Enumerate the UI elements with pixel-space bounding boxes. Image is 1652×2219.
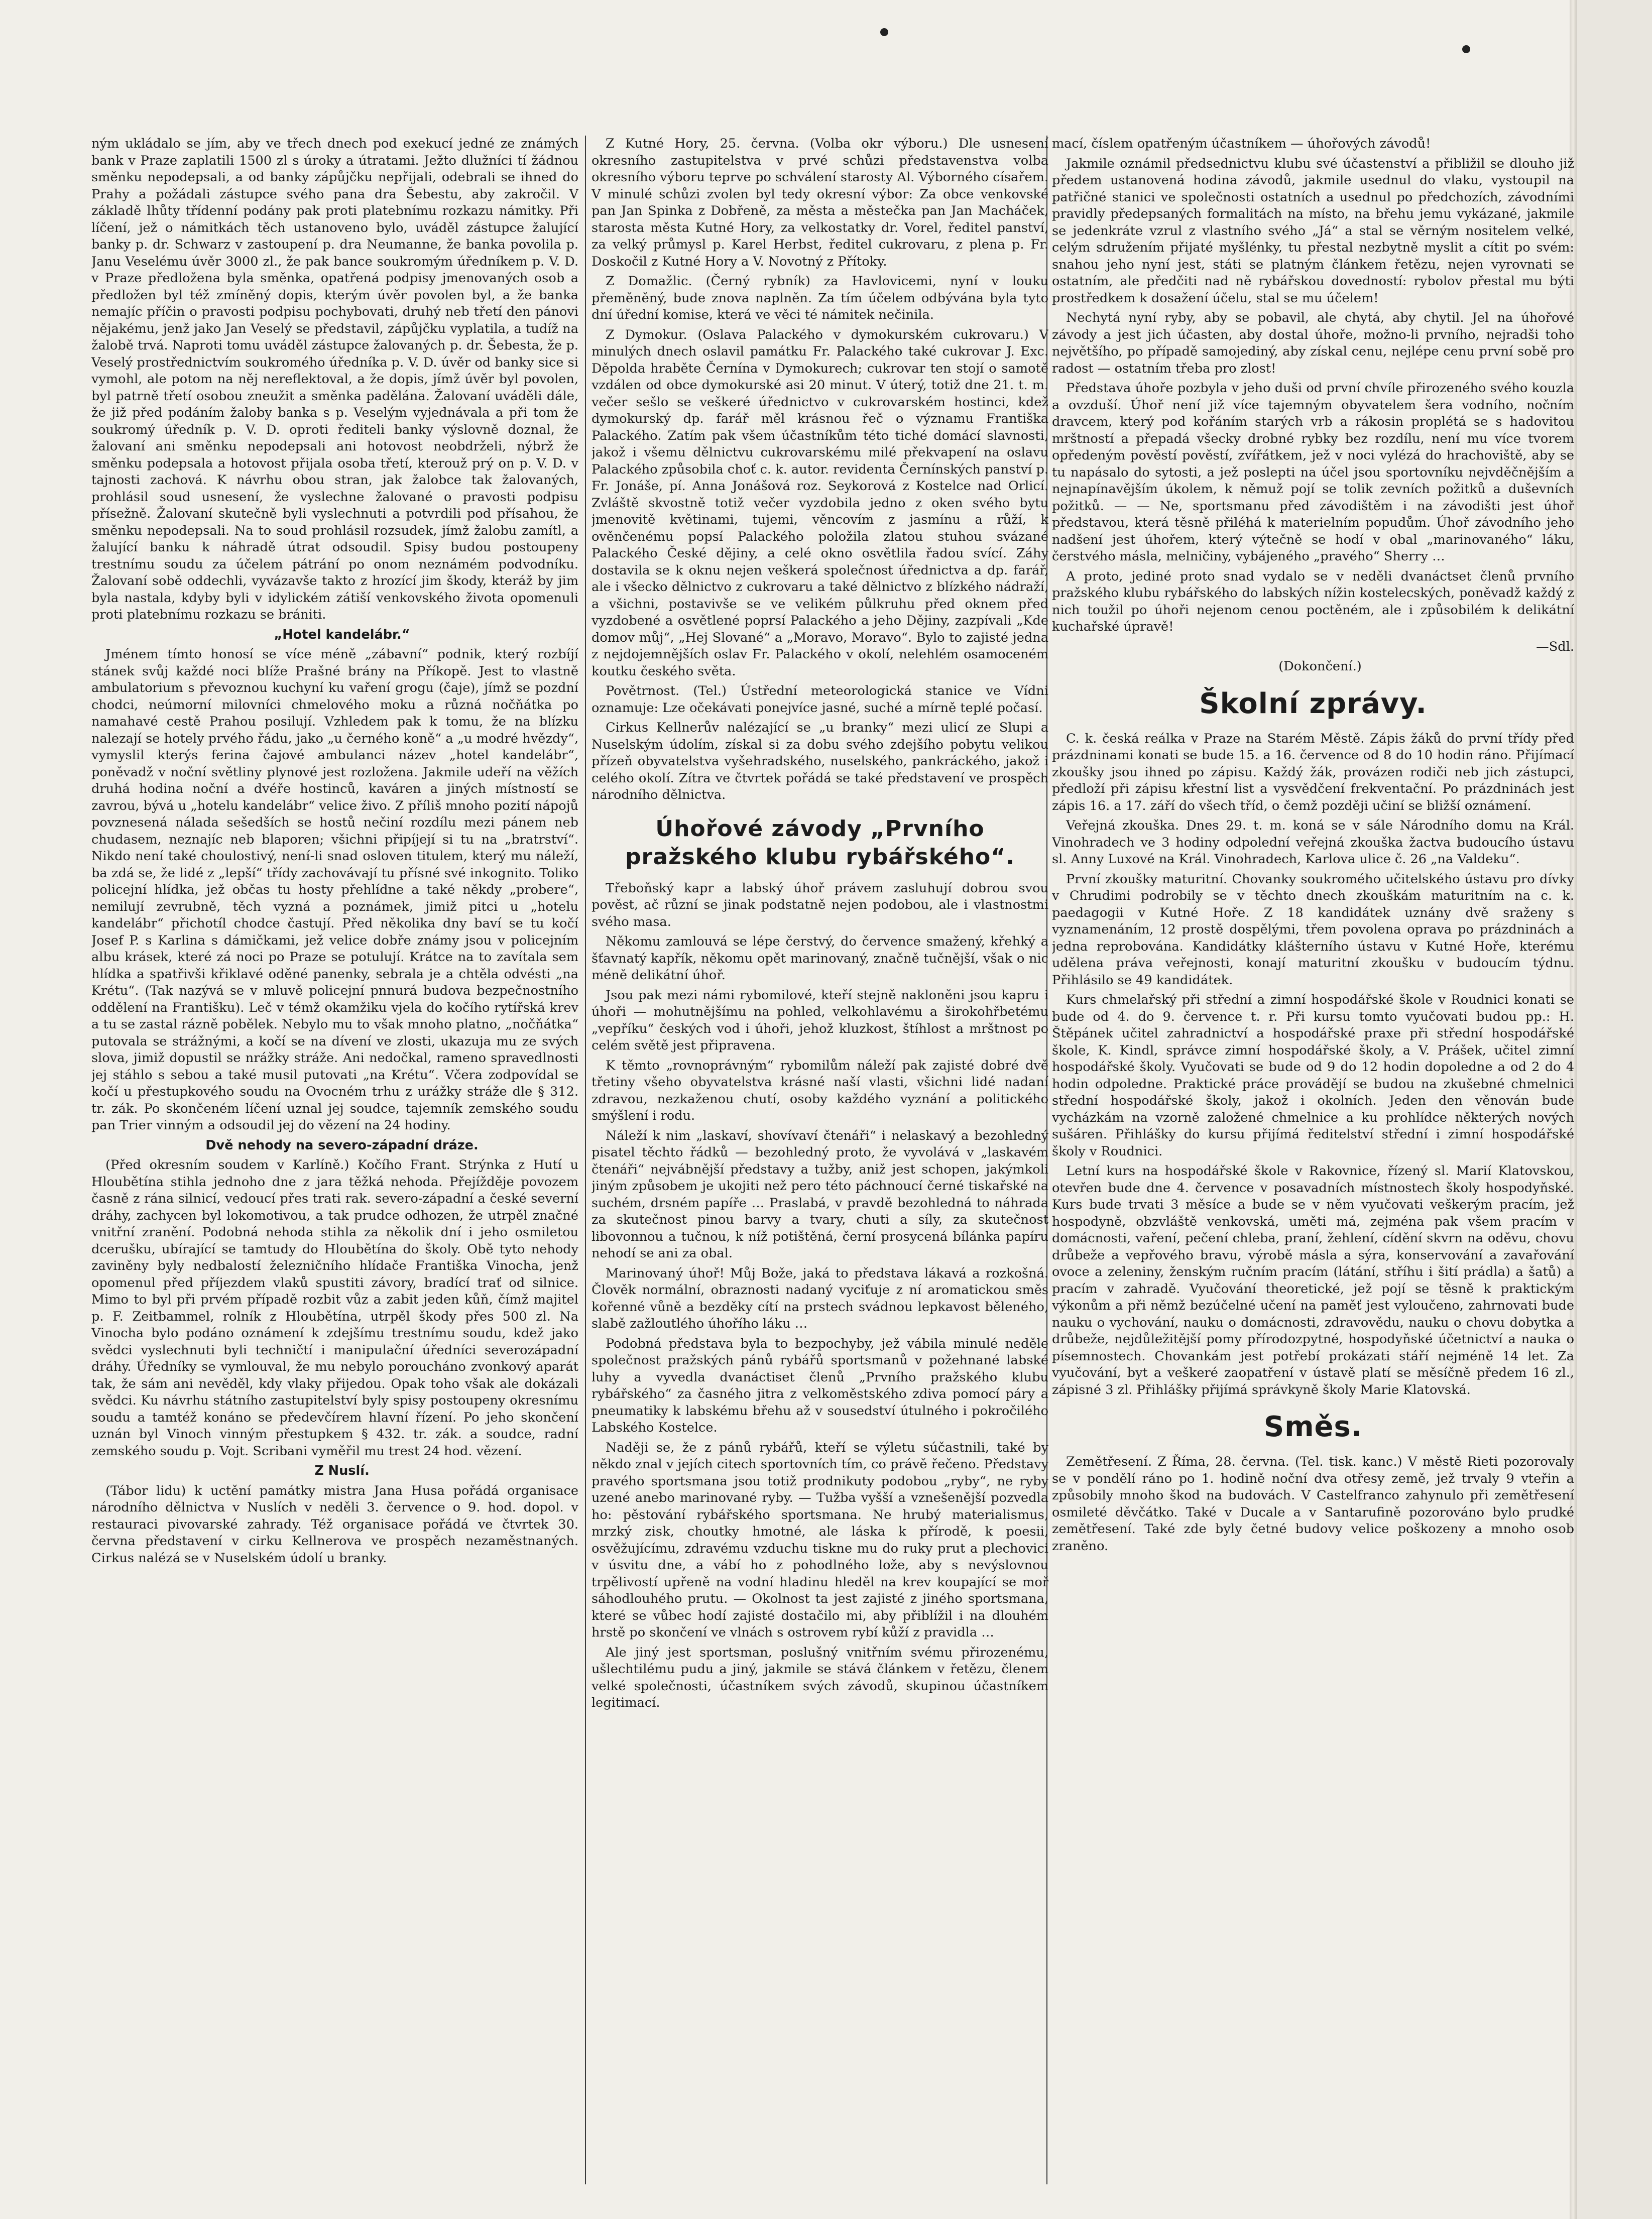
news-item: Z Dymokur. (Oslava Palackého v dymokurském cukrovaru.) V minulých dnech oslavil památku Fr. Palackého také cukrovar J. Exc. Děpolda hraběte Černína v Dymokurech; cukrovar ten stojí o samotě vzdálen od obce dymokurské asi 20 minut. V úterý, totiž dne 21. t. m. večer sešlo se veškeré úřednictvo v cukrovarském hostinci, kdež dymokurský dp. farář měl krásnou řeč o významu Františka Palackého. Zatím pak všem účastníkům této tiché domácí slavnosti, jakož i všemu dělnictvu cukrovarskému milé překvapení na oslavu Palackého způsobila choť c. k. autor. revidenta Černínských panství p. Fr. Jonáše, pí. Anna Jonášová roz. Seykorová z Kostelce nad Orlicí. Zvláště skvostně totiž večer vyzdobila jedno z oken svého bytu jmenovitě květinami, tujemi, věncovím z jasmínu a růží, k ověnčenému popsí Palackého položila zlatou stuhou svázané Palackého České dějiny, a celé okno osvětlila řadou svící. Záhy dostavila se k oknu nejen veškerá společnost úřednictva a dp. farář, ale i všecko dělnictvo z cukrovaru a také dělnictvo z blízkého nádraží, a všichni, postavivše se ve velikém půlkruhu před oknem před vyzdobené a osvětlené poprsí Palackého a jeho Dějiny, zazpívali „Kde domov můj“, „Hej Slované“ a „Moravo, Moravo“. Bylo to zajisté jedna z nejdojemnějších oslav Fr. Palackého v okolí, nelehlém osamoceném koutku českého světa. <box>592 327 1048 679</box>
ink-spot <box>1462 45 1470 53</box>
column-2 <box>592 136 1048 2184</box>
article-heading: Dvě nehody na severo-západní dráze. <box>205 1137 479 1153</box>
school-item: Letní kurs na hospodářské škole v Rakovnice, řízený sl. Marií Klatovskou, otevřen bude dne 4. července v posavadních místnostech školy hospodyňské. Kurs bude trvati 3 měsíce a bude se v něm vyučovati veškerým pracím, jež hospodyně, obzvláště venkovská, uměti má, zejména pak všem pracím v domácnosti, vaření, pečení chleba, praní, žehlení, cídění skvrn na oděvu, chovu drůbeže a vepřového bravu, výrobě másla a sýra, konservování a zavařování ovoce a zeleniny, ženským ručním pracím (látání, stříhu i šití prádla) a šatů) a pracím v zahradě. Vyučování theoretické, jež pojí se těsně k praktickým výkonům a při němž bezúčelné učení na paměť jest vyloučeno, zahrnovati bude nauku o vychování, nauku o domácnosti, zdravovědu, nauku o chovu dobytka a drůbeže, nejdůležitější pomy přírodozpytné, hospodyňské účetnictví a nauka o písemnostech. Chovankám jest potřebí prokázati stáří nejméně 14 let. Za vyučování, byt a veškeré zaopatření v ústavě platí se měsíčně předem 16 zl., zápisné 3 zl. Přihlášky přijímá správkyně školy Marie Klatovská. <box>1052 1163 1574 1397</box>
school-item: C. k. česká reálka v Praze na Starém Městě. Zápis žáků do první třídy před prázdninami konati se bude 15. a 16. července od 8 do 10 hodin ráno. Přijímací zkoušky jsou ihned po zápisu. Každý žák, provázen rodiči neb jich zástupci, předloží při zápisu křestní list a vysvědčení frekventační. Po prázdninách jest zápis 16. a 17. září do všech tříd, o čemž později učiní se bližší oznámení. <box>1052 731 1574 813</box>
school-item: Kurs chmelařský při střední a zimní hospodářské škole v Roudnici konati se bude od 4. do 9. července t. r. Při kursu tomto vyučovati budou pp.: H. Štěpánek učitel zahradnictví a hospodářské praxe při střední hospodářské škole, K. Kindl, správce zimní hospodářské školy, a V. Prášek, učitel zimní hospodářské školy. Vyučovati se bude od 9 do 12 hodin dopoledne a od 2 do 4 hodin odpoledne. Praktické práce provádějí se budou na zkušebné chmelnici střední hospodářské školy, jakož i okolních. Jeden den věnován bude vycházkám na vzorně založené chmelnice a ku prohlídce některých nových sušáren. Přihlášky do kursu přijímá ředitelství střední i zimní hospodářské školy v Roudnici. <box>1052 992 1574 1159</box>
school-item: První zkoušky maturitní. Chovanky soukromého učitelského ústavu pro dívky v Chrudimi podrobily se v těchto dnech zkouškám maturitním na c. k. paedagogii v Kutné Hoře. Z 18 kandidátek uznány dvě sraženy s vyznamenáním, 12 prostě dospělými, třem povolena oprava po prázdninách a jedna reprobována. Kandidátky klášterního ústavu v Kutné Hoře, kterému udělena práva veřejnosti, konají maturitní zkoušku v budoucím týdnu. Přihlásilo se 49 kandidátek. <box>1052 871 1574 988</box>
news-item: Z Domažlic. (Černý rybník) za Havlovicemi, nyní v louku přeměněný, bude znova naplněn. Za tím účelem odbývána byla tyto dní úřední komise, která ve věci té námitek nečinila. <box>592 274 1048 322</box>
column-3 <box>1052 136 1574 2184</box>
news-item: Z Kutné Hory, 25. června. (Volba okr výboru.) Dle usnesení okresního zastupitelstva v prvé schůzi představenstva volba okresního výboru teprve po schválení starosty Al. Výborného císařem. V minulé schůzi zvolen byl tedy okresní výbor: Za obce venkovské pan Jan Spinka z Dobřeně, za města a městečka pan Jan Macháček, starosta města Kutné Hory, za velkostatky dr. Vorel, ředitel panství, za velký průmysl p. Karel Herbst, ředitel cukrovaru, z plena p. Fr. Doskočil z Kutné Hory a V. Novotný z Přítoky. <box>592 136 1048 269</box>
feature-text: Představa úhoře pozbyla v jeho duši od první chvíle přirozeného svého kouzla a ovzduší. Úhoř není již více tajemným obyvatelem šera vodního, nočním dravcem, který pod kořáním starých vrb a rákosin proplétá se s hadovitou mrštností a přepadá všecky drobné rybky bez rozdílu, není mu více tvorem opředeným pověstí pověstí, zvířátkem, jež v noci vylézá do hrachoviště, aby se tu napásalo do sytosti, a jež poslepti na účel jsou sportovníku nejvděčnějším a nejnapínavějším úkolem, k němuž pojí se tolik zevních požitků a duševních požitků. — — Ne, sportsmanu před závodištěm i na závodišti jest úhoř představou, která těsně přiléhá k materielním popudům. Úhoř závodního jeho nadšení jest úhořem, který výtečně se hodí v obal „marinovaného“ láku, čerstvého másla, melničiny, vybájeného „pravého“ Sherry … <box>1052 381 1574 564</box>
column-rule <box>585 136 586 2184</box>
feature-text: Podobná představa byla to bezpochyby, jež vábila minulé neděle společnost pražských pánů rybářů sportsmanů v požehnané labské luhy a vyvedla dvanáctiset členů „Prvního pražského klubu rybářského“ za časného jitra z velkoměstského zdiva pomocí páry a pneumatiky k labskému břehu až v sousedství útulného i pokročilého Labského Kostelce. <box>592 1336 1048 1435</box>
column-1 <box>91 136 578 2184</box>
feature-text: Nechytá nyní ryby, aby se pobavil, ale chytá, aby chytil. Jel na úhořové závody a jest jich účasten, aby dostal úhoře, možno-li prvního, nejradši toho největšího, po případě samojediný, aby získal cenu, nejlépe cenu první sobě pro radost — ostatním třeba pro zlost! <box>1052 310 1574 376</box>
article-text: Jménem tímto honosí se více méně „zábavní“ podnik, který rozbíjí stánek svůj každé noci blíže Prašné brány na Příkopě. Jest to vlastně ambulatorium s převoznou kuchyní ku vaření grogu (čaje), jímž se pozdní chodci, neúmorní milovníci chmelového moku a různá nočňátka po namahavé cestě Prahou posilují. Vzhledem pak k tomu, že na blízku nalezají se hotely prvého řádu, jako „u černého koně“ a „u modré hvězdy“, vymyslil kterýs ferina čajové ambulanci název „hotel kandelábr“, poněvadž v noční světliny plynové jest rozložena. Jakmile udeří na věžích druhá hodina noční a dvéře hostinců, kaváren a jiných místností se zavrou, bývá u „hotelu kandelábr“ velice živo. Z příliš mnoho pozití nápojů povznesená nálada sešedších se hostů nečiní rozdílu mezi pánem neb chudasem, neznajíc neb blaporen; všichni připíjejí si tu na „bratrství“. Nikdo není také choulostivý, není-li snad osloven titulem, který mu náleží, ba zdá se, že lidé z „lepší“ třídy zachovávají tu přísné své inkognito. Toliko policejní hlídka, jež občas tu hosty přehlídne a také někdy „probere“, nemilují zevrubně, těch vyzná a poznámek, jimiž pitci u „hotelu kandelábr“ přichotíl chodce častují. Před několika dny baví se tu kočí Josef P. s Karlina s dámičkami, jež velice dobře známy jsou v policejním albu krásek, které zá noci po Praze se potulují. Krátce na to zavítala sem hlídka a spatřivši křiklavé oděné panenky, sebrala je a chtěla odvésti „na Krétu“. (Tak nazývá se v mluvě policejní pnnurá budova bezpečnostního oddělení na Františku). Leč v témž okamžiku vjela do kočího rytířská krev a tu se zastal rázně pobělek. Nebylo mu to však mnoho platno, „nočňátka“ putovala se strážnými, a kočí se na dívení ve zlosti, ukazuja mu ze svých slova, jimiž dopustil se nrážky stráže. Ani nedočkal, rameno spravedlnosti jej stáhlo s sebou a také musil putovati „na Krétu“. Včera zodpovídal se kočí u přestupkového soudu na Ovocném trhu z urážky stráže dle § 312. tr. zák. Po skončeném líčení uznal jej soudce, tajemník zemského soudu pan Trier vinným a odsoudil jej do vězení na 24 hodiny. <box>91 647 578 1133</box>
article-heading: Z Nuslí. <box>314 1463 370 1478</box>
feature-text: Jsou pak mezi námi rybomilové, kteří stejně nakloněni jsou kapru i úhoři — mohutnějšímu na pohled, velkohlavému a širokohřbetému „vepříku“ českých vod i úhoři, jehož kluzkost, štíhlost a mrštnost po celém světě jest připravena. <box>592 987 1048 1053</box>
feature-text: Ale jiný jest sportsman, poslušný vnitřním svému přirozenému, ušlechtilému pudu a jiný, jakmile se stává článkem v řetězu, členem velké společnosti, účastníkem svých závodů, skupinou účastníkem legitimací. <box>592 1645 1048 1710</box>
page-edge <box>1577 0 1652 2219</box>
feature-heading: Úhořové závody „Prvního pražského klubu rybářského“. <box>625 815 1015 870</box>
section-heading-miscellany: Směs. <box>1263 1411 1363 1443</box>
continued-note: (Dokončení.) <box>1278 659 1362 674</box>
news-item: Povětrnost. (Tel.) Ústřední meteorologická stanice ve Vídni oznamuje: Lze očekávati ponejvíce jasné, suché a mírně teplé počasí. <box>592 683 1048 716</box>
article-text: (Před okresním soudem v Karlíně.) Kočího Frant. Strýnka z Hutí u Hloubětína stihla jednoho dne z jara těžká nehoda. Přejížděje povozem časně z rána silnicí, vedoucí přes trati rak. severo-západní a české severní dráhy, zachycen byl lokomotivou, a tak prudce odhozen, že utrpěl značné vnitřní zranění. Podobná nehoda stihla za několik dní i jeho osmiletou dcerušku, ubírající se tamtudy do Hloubětína do školy. Obě tyto nehody zaviněny byly nedbalostí železničního hlídače Františka Vinocha, jenž opomenul před příjezdem vlaků spustiti závory, bradící trať od silnice. Mimo to byl při prvém případě rozbit vůz a zabit jeden kůň, čímž majitel p. F. Zeitbammel, rolník z Hloubětína, utrpěl škody přes 500 zl. Na Vinocha bylo podáno oznámení k zdejšímu trestnímu soudu, kdež jako svědci vyslechnuti byli techničtí i manipulační úředníci severozápadní dráhy. Úředníky se vymlouval, že mu nebylo poroucháno zvonkový aparát tak, že sám ani nevěděl, kdy vlaky přijedou. Opak toho však ale dokázali svědci. Ku návrhu státního zastupitelství byly spisy postoupeny okresnímu soudu a tamtéž konáno se předevčírem hlavní řízení. Po jeho skončení uznán byl Vinoch vinným přestupkem § 432. tr. zák. a soudce, radní zemského soudu p. Vojt. Scribani vyměřil mu trest 24 hod. vězení. <box>91 1157 578 1459</box>
feature-text: Naději se, že z pánů rybářů, kteří se výletu súčastnili, také by někdo znal v jejích citech sportovních tím, co právě řečeno. Představy pravého sportsmana jsou totiž prodnikuty podobou „ryby“, ne ryby uzené anebo marinované ryby. — Tužba vyšší a vznešenější pozvedla ho: pěstování rybářského sportsmana. Ne hrubý materialismus, mrzký zisk, choutky hmotné, ale láska k přírodě, k poesii, osvěžujícímu, zdravému vzduchu tiskne mu do ruky prut a plechovici v úsvitu dne, a vábí ho z pohodlného lože, aby s nevýslovnou trpělivostí upřeně na vodní hladinu hleděl na krev koupající se moř sáhodlouhého prutu. — Okolnost ta jest zajisté z jiného sportsmana, které se vůbec hodí zajisté dostačilo mi, aby přiblížil i na dlouhém hrstě po skončení ve vlnách s ostrovem rybí kůží z pravidla … <box>592 1440 1048 1640</box>
section-heading-school: Školní zprávy. <box>1199 687 1427 720</box>
miscellany-item: Zemětřesení. Z Říma, 28. června. (Tel. tisk. kanc.) V městě Rieti pozorovaly se v pondělí ráno po 1. hodině noční dva otřesy země, jež trvaly 9 vteřin a způsobily mnoho škod na budovách. V Castelfranco zahynulo při zemětřesení osmileté děvčátko. Také v Ducale a v Santarufině pozorováno bylo prudké zemětřesení. Také zde byly četné budovy velice poškozeny a mnoho osob zraněno. <box>1052 1454 1574 1554</box>
feature-continuation: mací, číslem opatřeným účastníkem — úhořových závodů! <box>1052 136 1431 151</box>
feature-text: Marinovaný úhoř! Můj Bože, jaká to představa lákavá a rozkošná. Člověk normální, obraznosti nadaný vyciťuje z ní aromatickou směs kořenné vůně a bezděky cítí na prstech svádnou lepkavost běleného, slabě zažloutlého úhořího láku … <box>592 1265 1048 1331</box>
author-signature: —Sdl. <box>1536 639 1574 654</box>
feature-text: Někomu zamlouvá se lépe čerstvý, do července smažený, křehký a šťavnatý kapřík, někomu opět marinovaný, značně tučnější, však o nic méně delikátní úhoř. <box>592 934 1048 983</box>
article-heading: „Hotel kandelábr.“ <box>274 627 410 642</box>
feature-text: Jakmile oznámil předsednictvu klubu své účastenství a přibližil se dlouho již předem ustanovená hodina závodů, jakmile usednul do vlaku, vystoupil na patřičné stanici ve společnosti ostatních a usednul po předchozích, závodními pravidly předepsaných formalitách na místo, na břehu jemu vykázané, jakmile se jedenkráte vzrul z vlastního svého „Já“ a stal se věrným nositelem velké, celým sdružením přijaté myšlénky, tu přestal nezbytně myslit a cítit po svém: snahou jeho nyní jest, státi se platným článkem řetězu, nejen vyrovnati se ostatním, ale předčiti nad ně rybářskou dovedností: rybolov přestal mu býti prostředkem k dosažení účelu, stal se mu účelem! <box>1052 156 1574 306</box>
feature-text: K těmto „rovnoprávným“ rybomilům náleží pak zajisté dobré dvě třetiny všeho obyvatelstva krásné naší vlasti, všichni lidé nadaní zdravou, nezkaženou chutí, osoby každého vyznání a politického smýšlení i rodu. <box>592 1058 1048 1123</box>
ink-spot <box>880 28 888 36</box>
feature-text: Třeboňský kapr a labský úhoř právem zasluhují dobrou svou pověst, ač různí se jinak podstatně nejen podobou, ale i vlastnostmi svého masa. <box>592 880 1048 929</box>
feature-text: Náleží k nim „laskaví, shovívaví čtenáři“ i nelaskavý a bezohledný pisatel těchto řádků — bezohledný proto, že vyvolává v „laskavém čtenáři“ nejvábnější představy a tužby, aniž jest schopen, jakýmkoli jiným způsobem je ukojiti než pero této páchnoucí černé tiskařské na suchém, drsném papíře … Praslabá, v pravdě bezohledná to náhrada za skutečnost pinou barvy a tvary, chuti a síly, za skutečnost libovonnou a tučnou, k níž potištěná, černí prosycená bílánka papíru nehodí se ani za obal. <box>592 1128 1048 1261</box>
feature-text: A proto, jediné proto snad vydalo se v neděli dvanáctset členů prvního pražského klubu rybářského do labských nížin kostelecských, poněvadž každý z nich toužil po úhoři nejenom cenou poctěném, ale i způsobilém k delikátní kuchařské úpravě! <box>1052 568 1574 634</box>
article-continuation: ným ukládalo se jím, aby ve třech dnech pod exekucí jedné ze známých bank v Praze zaplatili 1500 zl s úroky a útratami. Ježto dlužníci tí žádnou směnku nepodepsali, a od banky zápůjčku nepřijali, odebrali se ihned do Prahy a požádali zástupce svého pana dra Šebestu, aby zakročil. V základě lhůty třídenní podány pak proti platebnímu rozkazu námitky. Při líčení, jež o námitkách těch ustanoveno bylo, uváděl zástupce žalující banky p. dr. Schwarz v zastoupení p. dra Neumanne, že banka povolila p. Janu Veselému úvěr 3000 zl., že pak bance soukromým úředníkem p. V. D. v Praze předložena byla směnka, opatřená podpisy jmenovaných osob a předložen byl též zmíněný dopis, kterým úvěr povolen byl, a že banka nemajíc příčin o pravosti podpisu pochybovati, druhý neb třetí den pánovi nějakému, jenž jako Jan Veselý se představil, zápůjčku vyplatila, a tudíž na žalobě trvá. Naproti tomu uváděl zástupce žalovaných p. dr. Šebesta, že p. Veselý prostřednictvím soukromého úředníka p. V. D. úvěr od banky sice si vymohl, ale potom na něj nereflektoval, a že dopis, jímž úvěr byl povolen, byl patrně třetí osobou zneužit a směnka padělána. Žalovaní uváděli dále, že již před podáním žaloby banka s p. Veselým vyjednávala a při tom že soukromý úředník p. V. D. oproti řediteli banky výslovně doznal, že žalovaní ani směnku nepodepsali ani hotovost neobdrželi, nýbrž že směnku podepsala a hotovost přijala osoba třetí, kterouž prý on p. V. D. v tajnosti zachová. K návrhu obou stran, jak žalobce tak žalovaných, prohlásil soud usnesení, že vyslechne žalované o pravosti podpisu přísežně. Žalovaní skutečně byli vyslechnuti a potvrdili pod přísahou, že směnku nepodepsali. Na to soud prohlásil rozsudek, jímž žalobu zamítl, a žalující banku k náhradě útrat odsoudil. Spisy budou postoupeny trestnímu soudu za účelem pátrání po onom neznámém podvodníku. Žalovaní sobě oddechli, vyvázavše takto z hrozící jim škody, kteráž by jim byla nastala, kdyby byli v idylickém zátiší venkovského života opomenuli proti platebnímu rozkazu se brániti. <box>91 136 578 622</box>
news-item: Cirkus Kellnerův nalézající se „u branky“ mezi ulicí ze Slupi a Nuselským údolím, získal si za dobu svého zdejšího pobytu velikou přízeň obyvatelstva vyšehradského, nuselského, pankráckého, jakož i celého okolí. Zítra ve čtvrtek pořádá se také představení ve prospěch národního dělnictva. <box>592 720 1048 802</box>
article-text: (Tábor lidu) k uctění památky mistra Jana Husa pořádá organisace národního dělnictva v Nuslích v neděli 3. července o 9. hod. dopol. v restauraci pivovarské zahrady. Též organisace pořádá ve čtvrtek 30. června představení v cirku Kellnerova ve prospěch nezaměstnaných. Cirkus nalézá se v Nuselském údolí u branky. <box>91 1483 578 1566</box>
school-item: Veřejná zkouška. Dnes 29. t. m. koná se v sále Národního domu na Král. Vinohradech ve 3 hodiny odpolední veřejná zkouška žactva budoucího ústavu sl. Anny Luxové na Král. Vinohradech, Karlova ulice č. 26 „na Valdeku“. <box>1052 818 1574 867</box>
